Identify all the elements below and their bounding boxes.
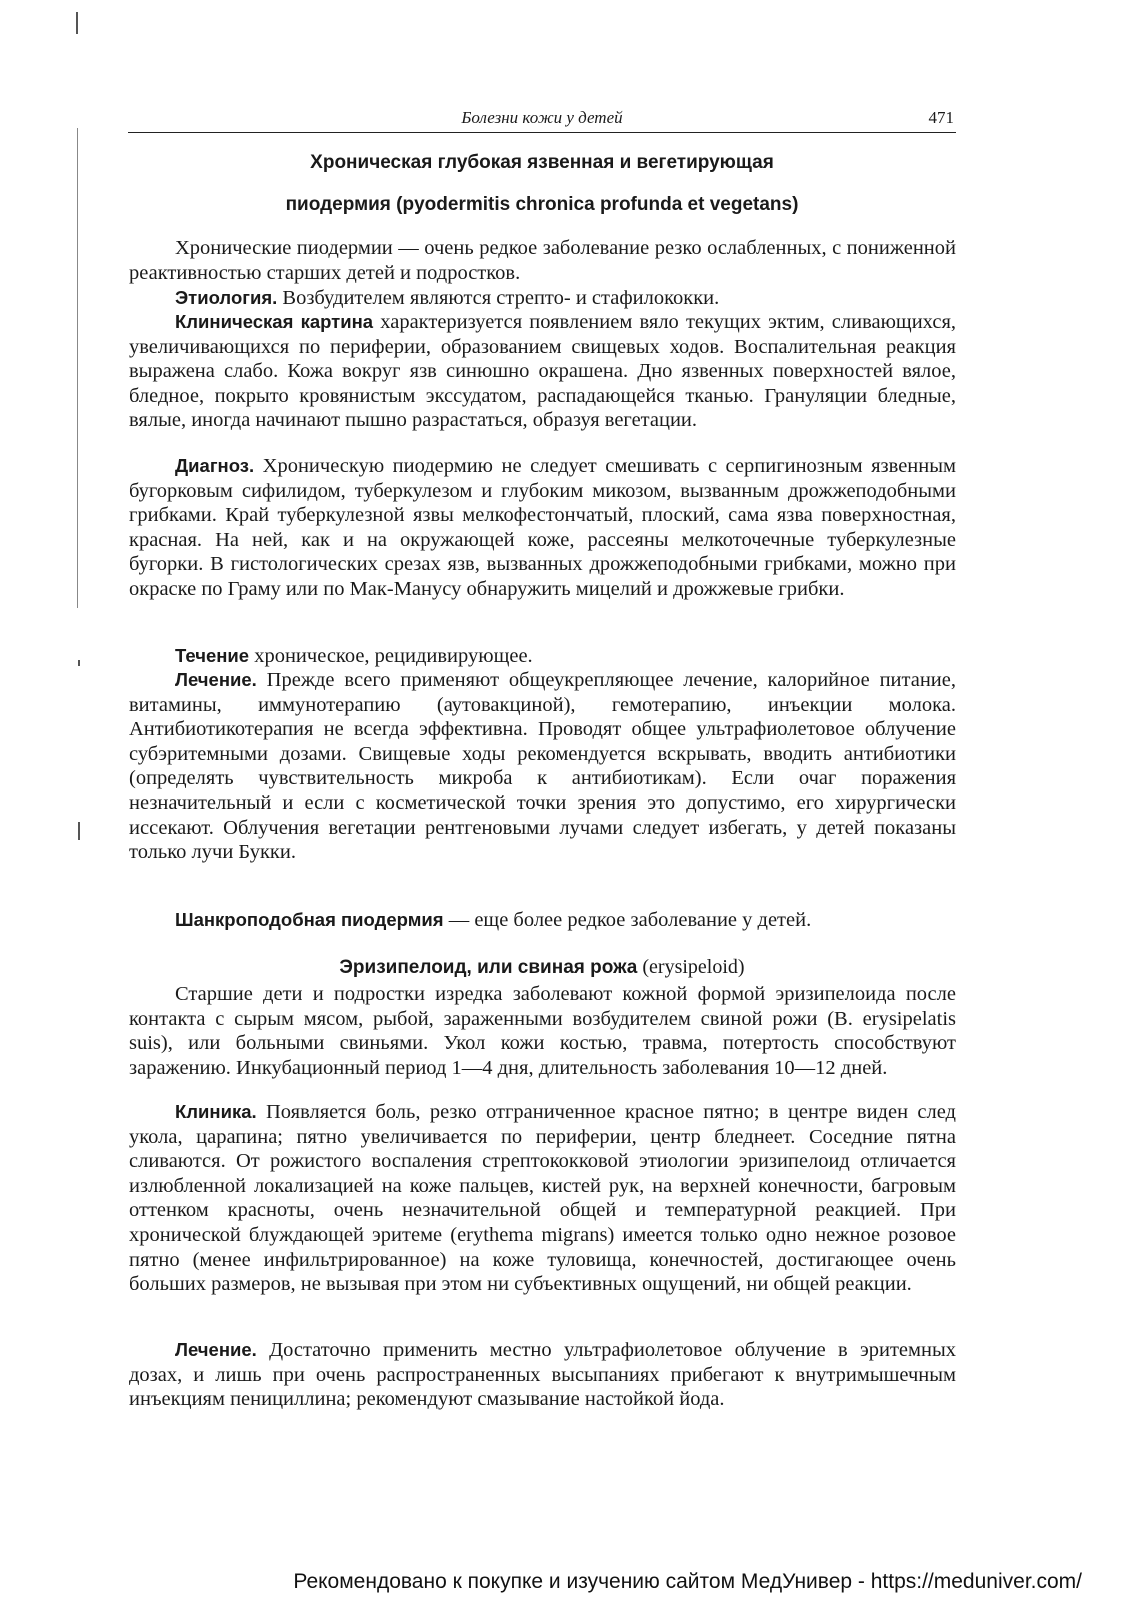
treatment-text: Прежде всего применяют общеукрепляющее лечение, калорийное питание, витамины, иммунотерапию (аутовакциной), гемотерапию, инъекции молока. Антибиотикотерапия не всегда эффективна. Проводят общее ультрафиолетовое облучение субэритемными дозами. Свищевые ходы рекомендуется вскрывать, вводить антибиотики (определять чувствительность микроба к антибиотикам). Если очаг поражения незначительный и если с косметической точки зрения это допустимо, его хирургически иссекают. Облучения вегетации рентгеновыми лучами следует избегать, у детей показаны только лучи Букки. [129, 669, 956, 864]
course-text: хроническое, рецидивирующее. [249, 645, 533, 667]
diagnosis-paragraph [129, 454, 956, 602]
erysipeloid-title-latin: (erysipeloid) [637, 956, 745, 978]
diagnosis-text: Хроническую пиодермию не следует смешивать с серпигинозным язвенным бугорковым сифилидом, туберкулезом и глубоким микозом, вызванным дрожжеподобными грибками. Край туберкулезной язвы мелкофестончатый, плоский, сама язва поверхностная, красная. На ней, как и на окружающей коже, рассеяны мелкоточечные туберкулезные бугорки. В гистологических срезах язв, вызванных дрожжеподобными грибками, можно при окраске по Граму или по Мак-Манусу обнаружить мицелий и дрожжевые грибки. [129, 455, 956, 600]
clinic-label: Клиническая картина [175, 311, 374, 332]
running-header [128, 106, 956, 133]
margin-scan-mark [77, 128, 78, 608]
diagnosis-label: Диагноз. [175, 455, 255, 476]
erysipeloid-treatment-text: Достаточно применить местно ультрафиолетовое облучение в эритемных дозах, и лишь при очень распространенных высыпаниях прибегают к внутримышечным инъекциям пенициллина; рекомендуют смазывание настойкой йода. [129, 1339, 956, 1411]
intro-paragraph: Хронические пиодермии — очень редкое заболевание резко ослабленных, с пониженной реактивностью старших детей и подростков. [129, 237, 956, 284]
treatment-paragraph [129, 668, 956, 865]
erysipeloid-treatment-paragraph [129, 1338, 956, 1412]
erysipeloid-clinic-paragraph [129, 1100, 956, 1297]
erysipeloid-treatment-label: Лечение. [175, 1339, 257, 1360]
section-title-line-1: Хроническая глубокая язвенная и вегетирующая [310, 152, 774, 173]
clinic-paragraph [129, 310, 956, 433]
chancriform-text: — еще более редкое заболевание у детей. [443, 909, 812, 931]
chancriform-label: Шанкроподобная пиодермия [175, 909, 444, 930]
etiology-label: Этиология. [175, 287, 278, 308]
course-label: Течение [175, 645, 250, 666]
etiology-paragraph [129, 286, 956, 311]
margin-scan-mark [78, 660, 80, 666]
page-number: 471 [928, 108, 954, 127]
section-title-line-2: пиодермия (pyodermitis chronica profunda et vegetans) [285, 194, 799, 215]
etiology-text: Возбудителем являются стрепто- и стафилококки. [277, 287, 720, 309]
erysipeloid-intro-paragraph: Старшие дети и подростки изредка заболевают кожной формой эризипелоида после контакта с сырым мясом, рыбой, зараженными возбудителем свиной рожи (B. erysipelatis suis), или больными свиньями. Укол кожи костью, травма, потертость способствуют заражению. Инкубационный период 1—4 дня, длительность заболевания 10—12 дней. [129, 983, 956, 1079]
clinic-text: характеризуется появлением вяло текущих эктим, сливающихся, увеличивающихся по периферии, образованием свищевых ходов. Воспалительная реакция выражена слабо. Кожа вокруг язв синюшно окрашена. Дно язвенных поверхностей вялое, бледное, покрыто кровянистым экссудатом, распадающейся тканью. Грануляции бледные, вялые, иногда начинают пышно разрастаться, образуя вегетации. [129, 311, 956, 432]
footer-watermark: Рекомендовано к покупке и изучению сайтом МедУнивер - https://meduniver.com/ [293, 1570, 1082, 1593]
chancriform-paragraph [129, 908, 956, 933]
margin-scan-mark [76, 12, 78, 34]
erysipeloid-clinic-text: Появляется боль, резко отграниченное красное пятно; в центре виден след укола, царапина; пятно увеличивается по периферии, центр бледнеет. Соседние пятна сливаются. От рожистого воспаления стрептококковой этиологии эризипелоид отличается излюбленной локализацией на коже пальцев, кистей рук, на верхней конечности, багровым оттенком красноты, очень незначительной общей и температурной реакцией. При хронической блуждающей эритеме (erythema migrans) имеется только одно нежное розовое пятно (менее инфильтрированное) на коже туловища, конечностей, достигающее очень больших размеров, не вызывая при этом ни субъективных ощущений, ни общей реакции. [129, 1101, 956, 1296]
running-title: Болезни кожи у детей [461, 108, 623, 127]
treatment-label: Лечение. [175, 669, 257, 690]
erysipeloid-title-bold: Эризипелоид, или свиная рожа [339, 957, 638, 978]
erysipeloid-title [128, 956, 956, 979]
erysipeloid-clinic-label: Клиника. [175, 1101, 257, 1122]
course-paragraph [129, 644, 956, 669]
margin-scan-mark [78, 822, 80, 840]
